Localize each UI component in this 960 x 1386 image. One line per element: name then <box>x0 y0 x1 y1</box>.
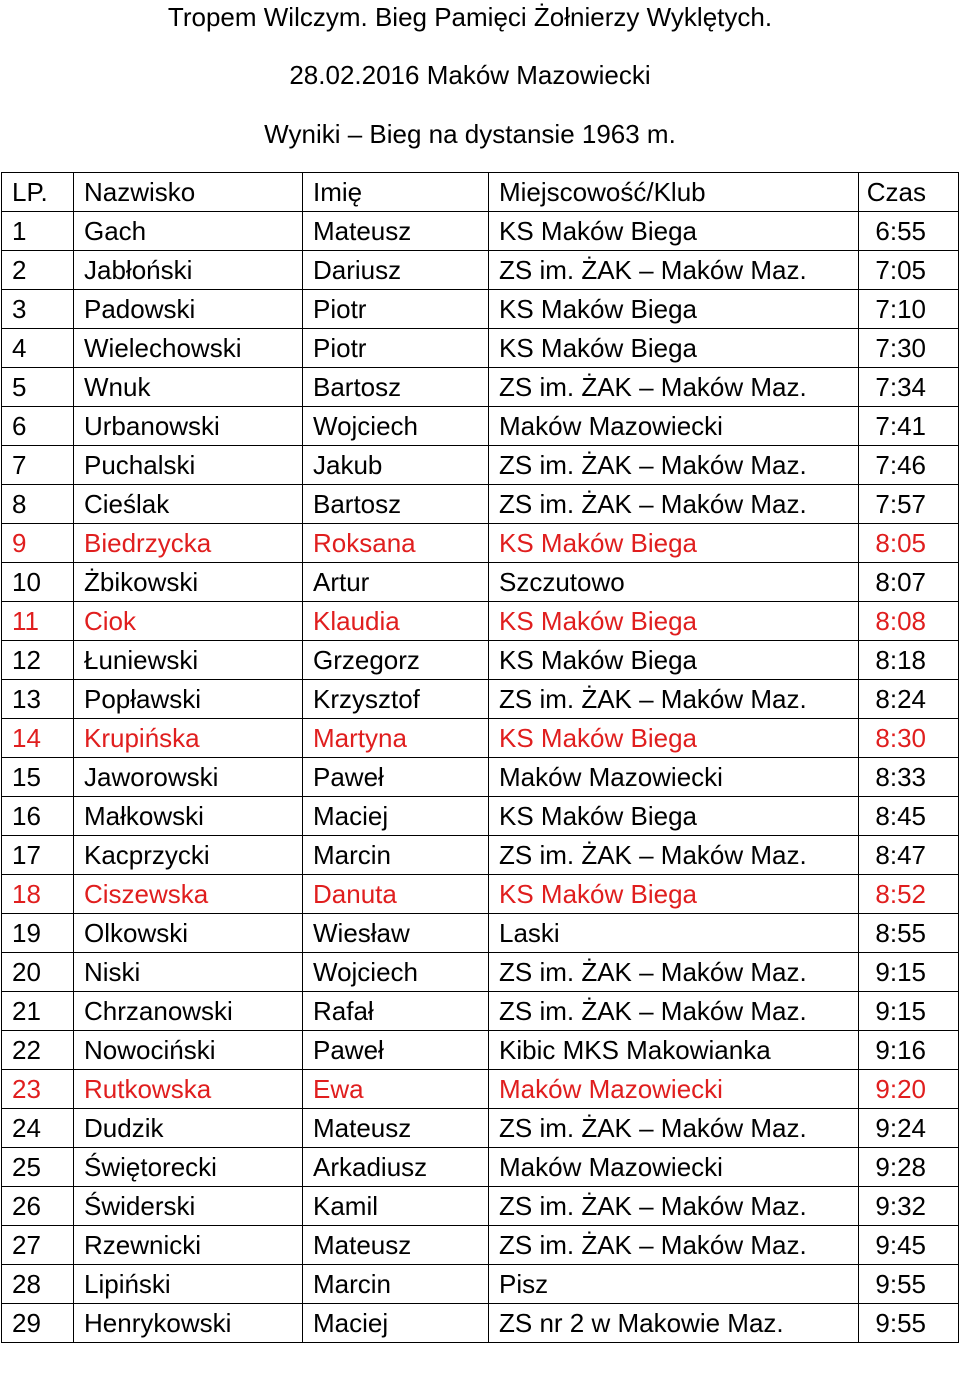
cell-time: 9:24 <box>859 1109 959 1148</box>
cell-name: Arkadiusz <box>303 1148 489 1187</box>
column-header-surname: Nazwisko <box>74 173 303 212</box>
cell-time: 8:07 <box>859 563 959 602</box>
cell-name: Marcin <box>303 1265 489 1304</box>
table-row <box>2 680 959 719</box>
cell-name: Roksana <box>303 524 489 563</box>
cell-name: Artur <box>303 563 489 602</box>
cell-lp: 10 <box>2 563 74 602</box>
cell-name: Marcin <box>303 836 489 875</box>
cell-name: Kamil <box>303 1187 489 1226</box>
table-row <box>2 290 959 329</box>
cell-club: Maków Mazowiecki <box>489 1148 859 1187</box>
cell-club: KS Maków Biega <box>489 329 859 368</box>
cell-time: 8:18 <box>859 641 959 680</box>
cell-surname: Świętorecki <box>74 1148 303 1187</box>
cell-club: ZS im. ŻAK – Maków Maz. <box>489 368 859 407</box>
cell-name: Krzysztof <box>303 680 489 719</box>
cell-time: 9:20 <box>859 1070 959 1109</box>
cell-club: Szczutowo <box>489 563 859 602</box>
cell-lp: 8 <box>2 485 74 524</box>
table-row <box>2 719 959 758</box>
cell-surname: Dudzik <box>74 1109 303 1148</box>
cell-name: Martyna <box>303 719 489 758</box>
cell-surname: Żbikowski <box>74 563 303 602</box>
table-row <box>2 797 959 836</box>
cell-time: 7:10 <box>859 290 959 329</box>
cell-lp: 5 <box>2 368 74 407</box>
cell-lp: 9 <box>2 524 74 563</box>
cell-name: Ewa <box>303 1070 489 1109</box>
table-row <box>2 1070 959 1109</box>
cell-surname: Lipiński <box>74 1265 303 1304</box>
cell-club: Kibic MKS Makowianka <box>489 1031 859 1070</box>
cell-club: KS Maków Biega <box>489 797 859 836</box>
table-row <box>2 1304 959 1343</box>
cell-time: 7:34 <box>859 368 959 407</box>
cell-club: ZS im. ŻAK – Maków Maz. <box>489 485 859 524</box>
cell-time: 8:08 <box>859 602 959 641</box>
cell-lp: 19 <box>2 914 74 953</box>
cell-name: Maciej <box>303 797 489 836</box>
cell-lp: 18 <box>2 875 74 914</box>
cell-club: ZS im. ŻAK – Maków Maz. <box>489 1109 859 1148</box>
cell-club: Maków Mazowiecki <box>489 1070 859 1109</box>
table-row <box>2 446 959 485</box>
cell-time: 8:33 <box>859 758 959 797</box>
cell-surname: Popławski <box>74 680 303 719</box>
cell-lp: 17 <box>2 836 74 875</box>
cell-lp: 29 <box>2 1304 74 1343</box>
cell-surname: Kacprzycki <box>74 836 303 875</box>
cell-name: Grzegorz <box>303 641 489 680</box>
table-row <box>2 1265 959 1304</box>
column-header-club: Miejscowość/Klub <box>489 173 859 212</box>
cell-lp: 24 <box>2 1109 74 1148</box>
cell-time: 9:28 <box>859 1148 959 1187</box>
table-row <box>2 251 959 290</box>
cell-time: 8:55 <box>859 914 959 953</box>
cell-lp: 26 <box>2 1187 74 1226</box>
cell-club: Maków Mazowiecki <box>489 758 859 797</box>
cell-surname: Urbanowski <box>74 407 303 446</box>
cell-lp: 4 <box>2 329 74 368</box>
table-row <box>2 1031 959 1070</box>
cell-club: KS Maków Biega <box>489 641 859 680</box>
cell-name: Rafał <box>303 992 489 1031</box>
cell-name: Paweł <box>303 1031 489 1070</box>
cell-lp: 12 <box>2 641 74 680</box>
cell-time: 7:30 <box>859 329 959 368</box>
cell-name: Bartosz <box>303 485 489 524</box>
cell-club: Pisz <box>489 1265 859 1304</box>
cell-surname: Niski <box>74 953 303 992</box>
cell-name: Klaudia <box>303 602 489 641</box>
cell-time: 9:55 <box>859 1265 959 1304</box>
column-header-time: Czas <box>859 173 959 212</box>
table-row <box>2 641 959 680</box>
cell-club: ZS nr 2 w Makowie Maz. <box>489 1304 859 1343</box>
cell-time: 8:45 <box>859 797 959 836</box>
cell-time: 8:52 <box>859 875 959 914</box>
cell-surname: Cieślak <box>74 485 303 524</box>
cell-name: Paweł <box>303 758 489 797</box>
cell-club: KS Maków Biega <box>489 602 859 641</box>
cell-surname: Ciszewska <box>74 875 303 914</box>
cell-time: 6:55 <box>859 212 959 251</box>
cell-name: Wojciech <box>303 407 489 446</box>
cell-club: ZS im. ŻAK – Maków Maz. <box>489 446 859 485</box>
cell-lp: 28 <box>2 1265 74 1304</box>
cell-time: 7:41 <box>859 407 959 446</box>
cell-surname: Świderski <box>74 1187 303 1226</box>
cell-time: 7:57 <box>859 485 959 524</box>
cell-surname: Rutkowska <box>74 1070 303 1109</box>
cell-surname: Wnuk <box>74 368 303 407</box>
cell-name: Mateusz <box>303 1109 489 1148</box>
cell-time: 7:46 <box>859 446 959 485</box>
cell-surname: Ciok <box>74 602 303 641</box>
cell-club: KS Maków Biega <box>489 719 859 758</box>
table-row <box>2 212 959 251</box>
cell-surname: Łuniewski <box>74 641 303 680</box>
cell-time: 8:05 <box>859 524 959 563</box>
table-row <box>2 485 959 524</box>
cell-lp: 16 <box>2 797 74 836</box>
cell-club: ZS im. ŻAK – Maków Maz. <box>489 680 859 719</box>
cell-lp: 3 <box>2 290 74 329</box>
cell-surname: Jabłoński <box>74 251 303 290</box>
cell-lp: 20 <box>2 953 74 992</box>
cell-lp: 27 <box>2 1226 74 1265</box>
cell-club: Laski <box>489 914 859 953</box>
cell-surname: Puchalski <box>74 446 303 485</box>
table-row <box>2 758 959 797</box>
cell-time: 9:45 <box>859 1226 959 1265</box>
cell-time: 8:30 <box>859 719 959 758</box>
cell-club: ZS im. ŻAK – Maków Maz. <box>489 1187 859 1226</box>
cell-surname: Rzewnicki <box>74 1226 303 1265</box>
cell-lp: 22 <box>2 1031 74 1070</box>
cell-surname: Jaworowski <box>74 758 303 797</box>
cell-time: 8:24 <box>859 680 959 719</box>
cell-name: Dariusz <box>303 251 489 290</box>
cell-club: ZS im. ŻAK – Maków Maz. <box>489 1226 859 1265</box>
cell-time: 9:15 <box>859 953 959 992</box>
cell-club: KS Maków Biega <box>489 524 859 563</box>
cell-lp: 15 <box>2 758 74 797</box>
cell-name: Maciej <box>303 1304 489 1343</box>
cell-name: Mateusz <box>303 1226 489 1265</box>
cell-surname: Nowociński <box>74 1031 303 1070</box>
cell-surname: Wielechowski <box>74 329 303 368</box>
cell-surname: Biedrzycka <box>74 524 303 563</box>
cell-time: 9:32 <box>859 1187 959 1226</box>
cell-lp: 25 <box>2 1148 74 1187</box>
table-row <box>2 875 959 914</box>
cell-name: Jakub <box>303 446 489 485</box>
cell-name: Wojciech <box>303 953 489 992</box>
cell-name: Bartosz <box>303 368 489 407</box>
cell-lp: 23 <box>2 1070 74 1109</box>
cell-time: 9:16 <box>859 1031 959 1070</box>
cell-surname: Gach <box>74 212 303 251</box>
cell-time: 8:47 <box>859 836 959 875</box>
cell-name: Piotr <box>303 329 489 368</box>
table-row <box>2 953 959 992</box>
table-row <box>2 563 959 602</box>
table-row <box>2 1148 959 1187</box>
cell-time: 9:55 <box>859 1304 959 1343</box>
cell-name: Danuta <box>303 875 489 914</box>
column-header-name: Imię <box>303 173 489 212</box>
cell-club: KS Maków Biega <box>489 290 859 329</box>
cell-club: ZS im. ŻAK – Maków Maz. <box>489 251 859 290</box>
event-date-place: 28.02.2016 Maków Mazowiecki <box>289 60 651 90</box>
results-table <box>1 172 959 1343</box>
event-title: Tropem Wilczym. Bieg Pamięci Żołnierzy Wyklętych. <box>167 2 773 32</box>
cell-lp: 14 <box>2 719 74 758</box>
table-row <box>2 992 959 1031</box>
cell-time: 9:15 <box>859 992 959 1031</box>
results-table-head <box>2 173 959 212</box>
cell-surname: Małkowski <box>74 797 303 836</box>
cell-surname: Padowski <box>74 290 303 329</box>
cell-surname: Henrykowski <box>74 1304 303 1343</box>
cell-time: 7:05 <box>859 251 959 290</box>
cell-name: Mateusz <box>303 212 489 251</box>
cell-club: KS Maków Biega <box>489 212 859 251</box>
cell-lp: 2 <box>2 251 74 290</box>
cell-surname: Krupińska <box>74 719 303 758</box>
results-table-body <box>2 212 959 1343</box>
cell-club: ZS im. ŻAK – Maków Maz. <box>489 836 859 875</box>
table-row <box>2 368 959 407</box>
results-subtitle: Wyniki – Bieg na dystansie 1963 m. <box>264 119 676 149</box>
cell-club: Maków Mazowiecki <box>489 407 859 446</box>
column-header-lp: LP. <box>2 173 74 212</box>
cell-lp: 1 <box>2 212 74 251</box>
table-row <box>2 524 959 563</box>
header-row <box>2 173 959 212</box>
table-row <box>2 329 959 368</box>
cell-lp: 13 <box>2 680 74 719</box>
table-row <box>2 602 959 641</box>
cell-club: ZS im. ŻAK – Maków Maz. <box>489 992 859 1031</box>
table-row <box>2 836 959 875</box>
table-row <box>2 1109 959 1148</box>
cell-lp: 11 <box>2 602 74 641</box>
cell-club: KS Maków Biega <box>489 875 859 914</box>
table-row <box>2 407 959 446</box>
cell-lp: 6 <box>2 407 74 446</box>
table-row <box>2 1226 959 1265</box>
cell-lp: 7 <box>2 446 74 485</box>
table-row <box>2 1187 959 1226</box>
cell-club: ZS im. ŻAK – Maków Maz. <box>489 953 859 992</box>
cell-name: Wiesław <box>303 914 489 953</box>
cell-lp: 21 <box>2 992 74 1031</box>
cell-surname: Olkowski <box>74 914 303 953</box>
table-row <box>2 914 959 953</box>
cell-name: Piotr <box>303 290 489 329</box>
cell-surname: Chrzanowski <box>74 992 303 1031</box>
